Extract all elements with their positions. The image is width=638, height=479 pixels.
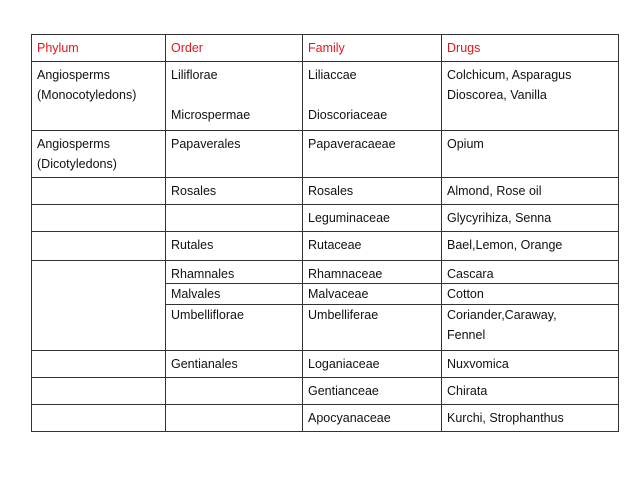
- order-text: Liliflorae: [171, 68, 218, 82]
- header-order: Order: [166, 35, 303, 62]
- family-cell: Rutaceae: [303, 232, 442, 261]
- drugs-cell: [442, 62, 619, 131]
- family-text: Liliaccae: [308, 68, 357, 82]
- table-row: [32, 378, 619, 405]
- family-text: Malvaceae: [303, 284, 441, 305]
- drugs-text: Dioscorea, Vanilla: [447, 88, 547, 102]
- phylum-subtext: (Monocotyledons): [37, 88, 137, 102]
- order-cell: Rutales: [166, 232, 303, 261]
- drugs-cell: [442, 261, 619, 351]
- phylum-cell: [32, 232, 166, 261]
- phylum-subtext: (Dicotyledons): [37, 157, 117, 171]
- drugs-cell: Opium: [442, 131, 619, 178]
- order-cell: Rosales: [166, 178, 303, 205]
- table-row: [32, 131, 619, 178]
- phylum-cell: [32, 205, 166, 232]
- family-text: Dioscoriaceae: [308, 108, 388, 122]
- drugs-cell: Glycyrihiza, Senna: [442, 205, 619, 232]
- drugs-text: Cotton: [442, 284, 618, 305]
- classification-table: [31, 34, 619, 432]
- order-text: Rhamnales: [166, 261, 302, 284]
- table-row: [32, 62, 619, 131]
- family-cell: Leguminaceae: [303, 205, 442, 232]
- order-cell: Gentianales: [166, 351, 303, 378]
- family-cell: [303, 261, 442, 351]
- phylum-cell: [32, 62, 166, 131]
- order-text: Malvales: [166, 284, 302, 305]
- table-row: [32, 178, 619, 205]
- order-cell: [166, 62, 303, 131]
- table-row: [32, 405, 619, 432]
- table-row: [32, 351, 619, 378]
- order-cell: Papaverales: [166, 131, 303, 178]
- order-cell: [166, 205, 303, 232]
- drugs-text: Fennel: [447, 328, 486, 342]
- family-cell: Gentianceae: [303, 378, 442, 405]
- family-text: Rhamnaceae: [303, 261, 441, 284]
- drugs-cell: Bael,Lemon, Orange: [442, 232, 619, 261]
- order-cell: [166, 261, 303, 351]
- header-drugs: Drugs: [442, 35, 619, 62]
- family-cell: Rosales: [303, 178, 442, 205]
- phylum-text: Angiosperms: [37, 68, 110, 82]
- family-text: Umbelliferae: [308, 308, 379, 322]
- phylum-cell: [32, 351, 166, 378]
- table-row: [32, 232, 619, 261]
- phylum-cell: [32, 405, 166, 432]
- drugs-cell: Nuxvomica: [442, 351, 619, 378]
- drugs-cell: Chirata: [442, 378, 619, 405]
- drugs-cell: Kurchi, Strophanthus: [442, 405, 619, 432]
- phylum-cell: [32, 378, 166, 405]
- order-cell: [166, 405, 303, 432]
- drugs-text: Colchicum, Asparagus: [447, 68, 572, 82]
- phylum-text: Angiosperms: [37, 137, 110, 151]
- drugs-cell: Almond, Rose oil: [442, 178, 619, 205]
- phylum-cell: [32, 261, 166, 351]
- order-text: Microspermae: [171, 108, 251, 122]
- drugs-text: Cascara: [442, 261, 618, 284]
- drugs-text: Coriander,Caraway,: [447, 308, 557, 322]
- order-text: Umbelliflorae: [171, 308, 244, 322]
- phylum-cell: [32, 178, 166, 205]
- phylum-cell: [32, 131, 166, 178]
- family-cell: [303, 62, 442, 131]
- header-family: Family: [303, 35, 442, 62]
- order-cell: [166, 378, 303, 405]
- family-cell: Loganiaceae: [303, 351, 442, 378]
- table-row: [32, 261, 619, 351]
- header-row: [32, 35, 619, 62]
- family-cell: Apocyanaceae: [303, 405, 442, 432]
- header-phylum: Phylum: [32, 35, 166, 62]
- family-cell: Papaveracaeae: [303, 131, 442, 178]
- table-row: [32, 205, 619, 232]
